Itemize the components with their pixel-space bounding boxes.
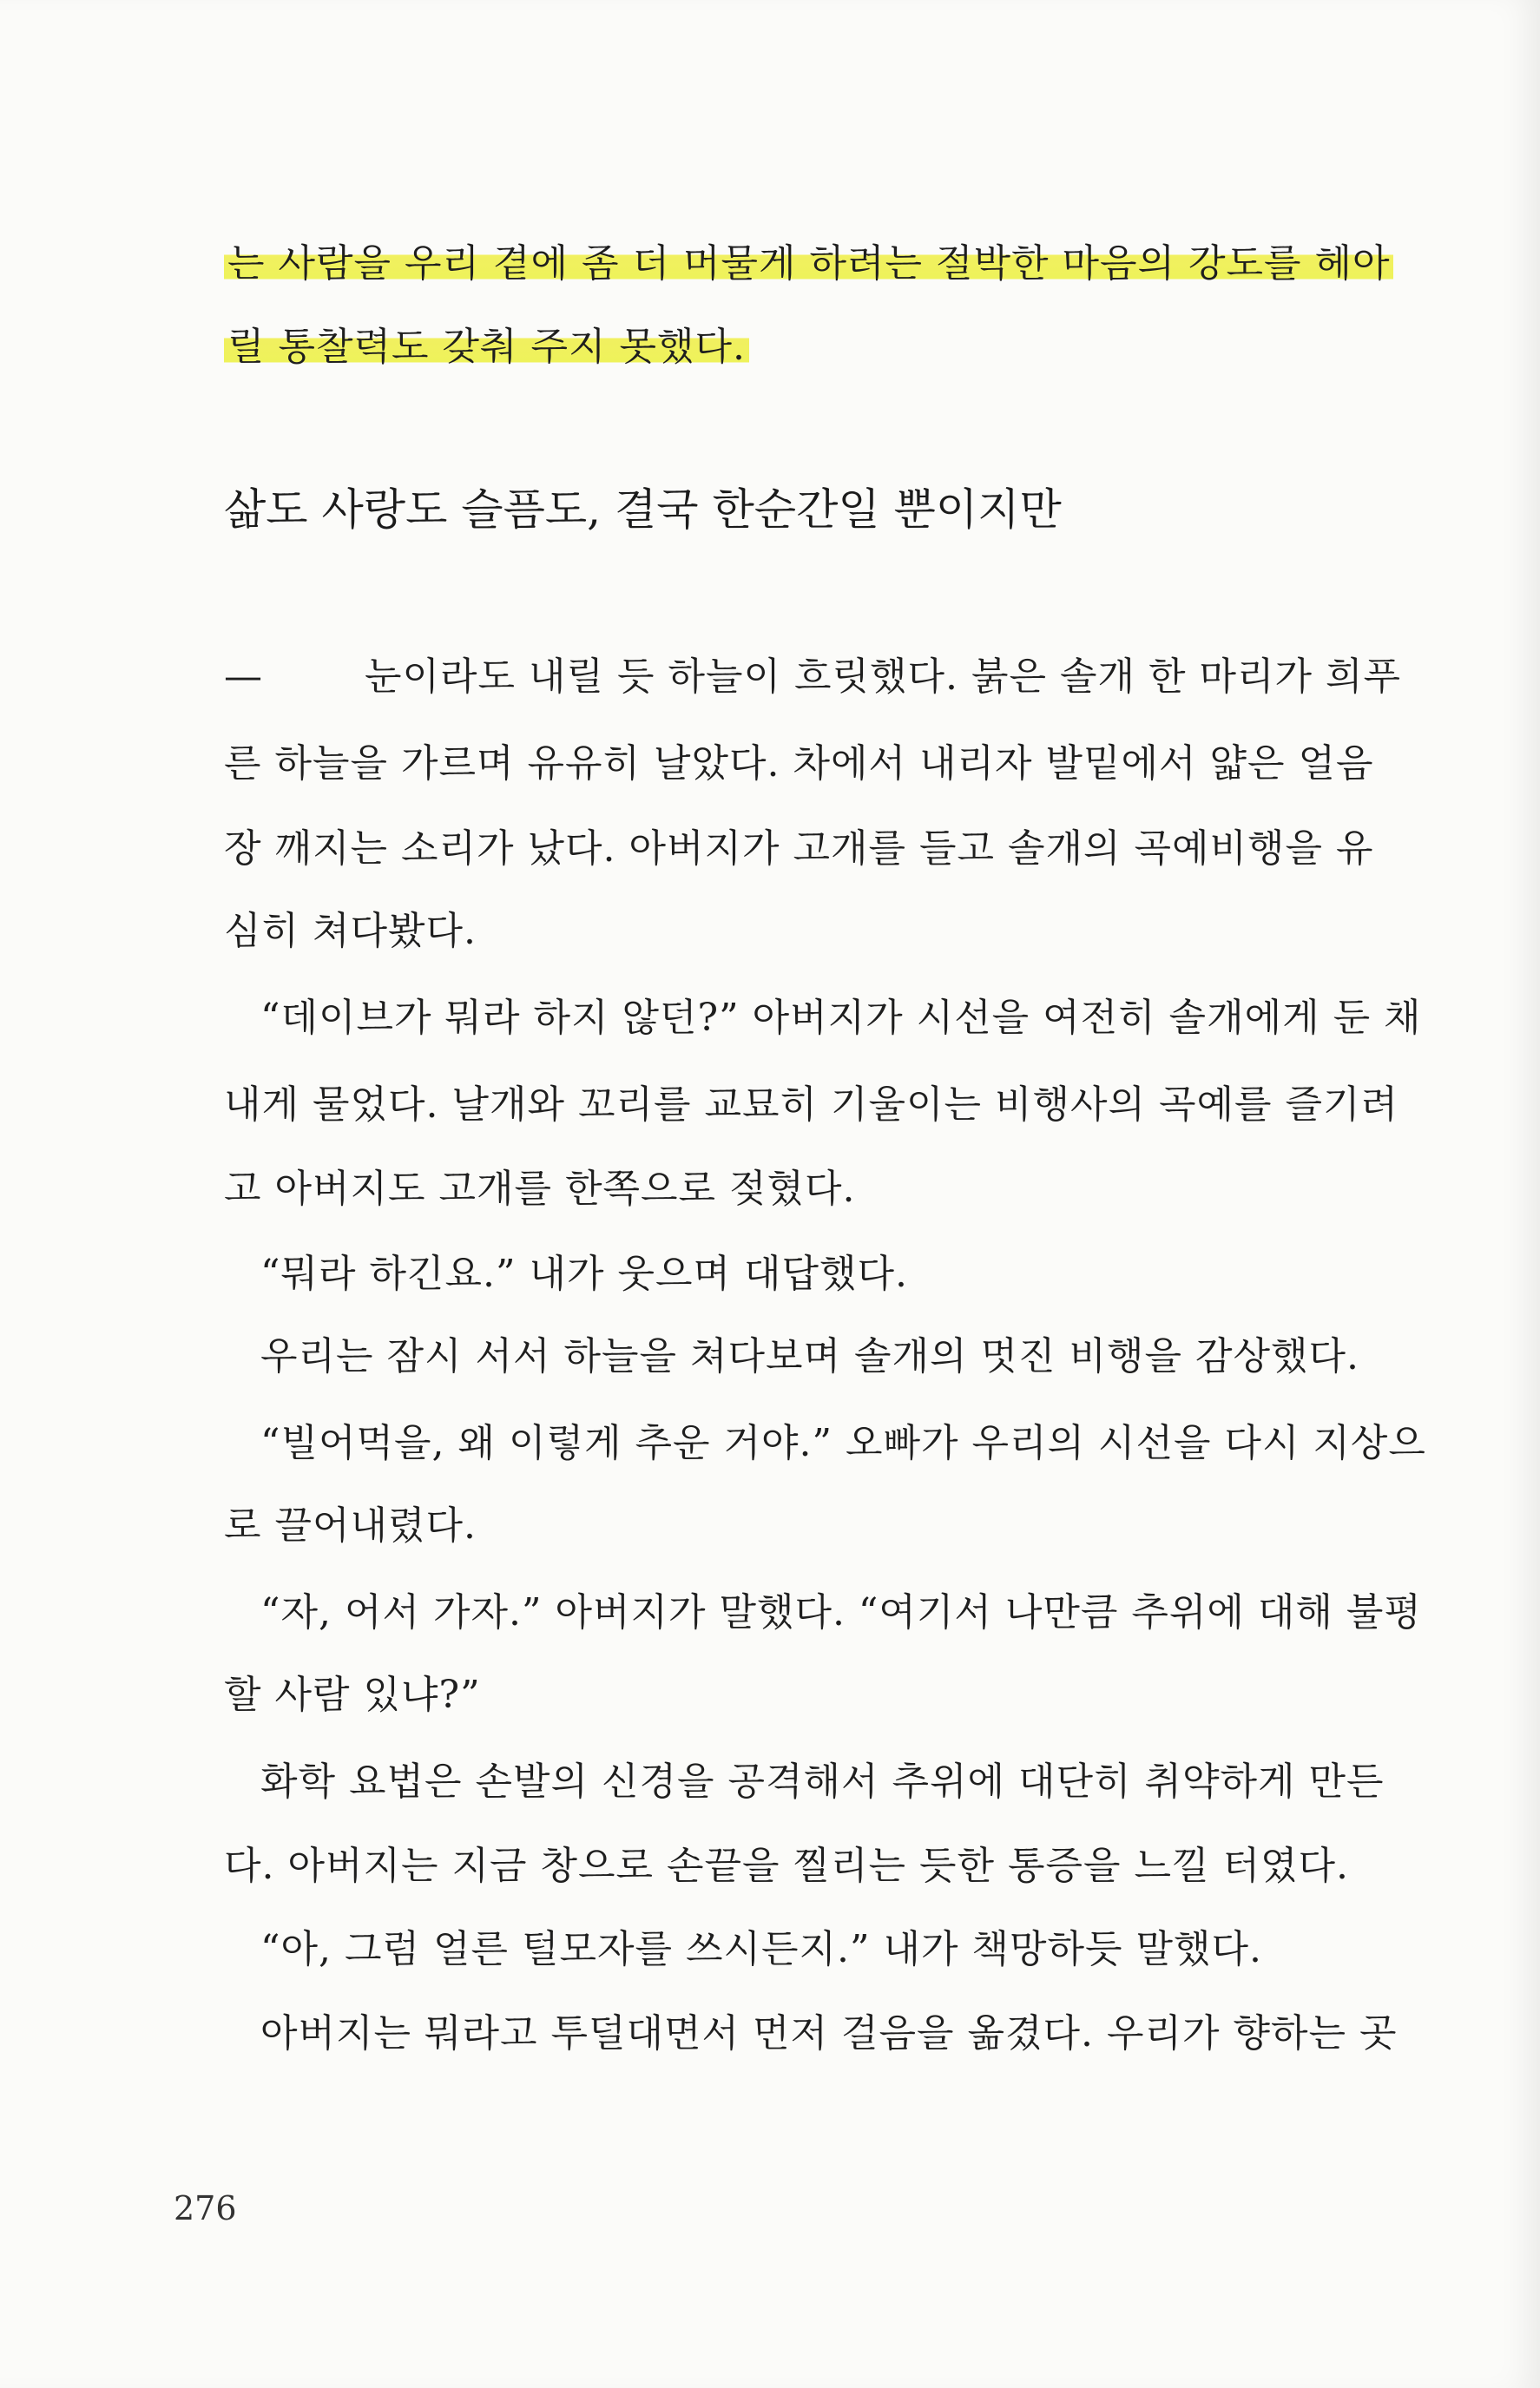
body-line-14: 화학 요법은 손발의 신경을 공격해서 추위에 대단히 취약하게 만든 — [260, 1760, 1385, 1804]
body-line-8: “뭐라 하긴요.” 내가 웃으며 대답했다. — [260, 1252, 908, 1296]
body-line-7: 고 아버지도 고개를 한쪽으로 젖혔다. — [224, 1167, 856, 1211]
section-heading: 삶도 사랑도 슬픔도, 결국 한순간일 뿐이지만 — [224, 484, 1062, 535]
section-dash: — — [224, 655, 262, 699]
body-line-16: “아, 그럼 얼른 털모자를 쓰시든지.” 내가 책망하듯 말했다. — [260, 1927, 1262, 1971]
body-line-13: 할 사람 있냐?” — [224, 1673, 481, 1717]
body-line-3: 장 깨지는 소리가 났다. 아버지가 고개를 들고 솔개의 곡예비행을 유 — [224, 826, 1374, 871]
body-line-4: 심히 쳐다봤다. — [224, 909, 477, 953]
highlighted-line-1 — [224, 240, 1391, 288]
highlighted-line-2 — [224, 323, 1361, 372]
body-line-2: 른 하늘을 가르며 유유히 날았다. 차에서 내리자 발밑에서 얇은 얼음 — [224, 741, 1374, 786]
body-line-12: “자, 어서 가자.” 아버지가 말했다. “여기서 나만큼 추위에 대해 불평 — [260, 1590, 1422, 1635]
body-line-10: “빌어먹을, 왜 이렇게 추운 거야.” 오빠가 우리의 시선을 다시 지상으 — [260, 1421, 1426, 1465]
body-line-1: 눈이라도 내릴 듯 하늘이 흐릿했다. 붉은 솔개 한 마리가 희푸 — [365, 655, 1401, 699]
body-line-5: “데이브가 뭐라 하지 않던?” 아버지가 시선을 여전히 솔개에게 둔 채 — [260, 996, 1422, 1040]
page-number: 276 — [174, 2189, 237, 2227]
body-line-6: 내게 물었다. 날개와 꼬리를 교묘히 기울이는 비행사의 곡예를 즐기려 — [224, 1082, 1399, 1127]
body-line-11: 로 끌어내렸다. — [224, 1503, 477, 1548]
body-line-15: 다. 아버지는 지금 창으로 손끝을 찔리는 듯한 통증을 느낄 터였다. — [224, 1844, 1349, 1888]
body-line-17: 아버지는 뭐라고 투덜대면서 먼저 걸음을 옮겼다. 우리가 향하는 곳 — [260, 2011, 1398, 2056]
body-line-9: 우리는 잠시 서서 하늘을 쳐다보며 솔개의 멋진 비행을 감상했다. — [260, 1334, 1359, 1378]
highlight-mark: 릴 통찰력도 갖춰 주지 못했다. — [224, 325, 749, 369]
highlight-mark: 는 사람을 우리 곁에 좀 더 머물게 하려는 절박한 마음의 강도를 헤아 — [224, 241, 1393, 286]
